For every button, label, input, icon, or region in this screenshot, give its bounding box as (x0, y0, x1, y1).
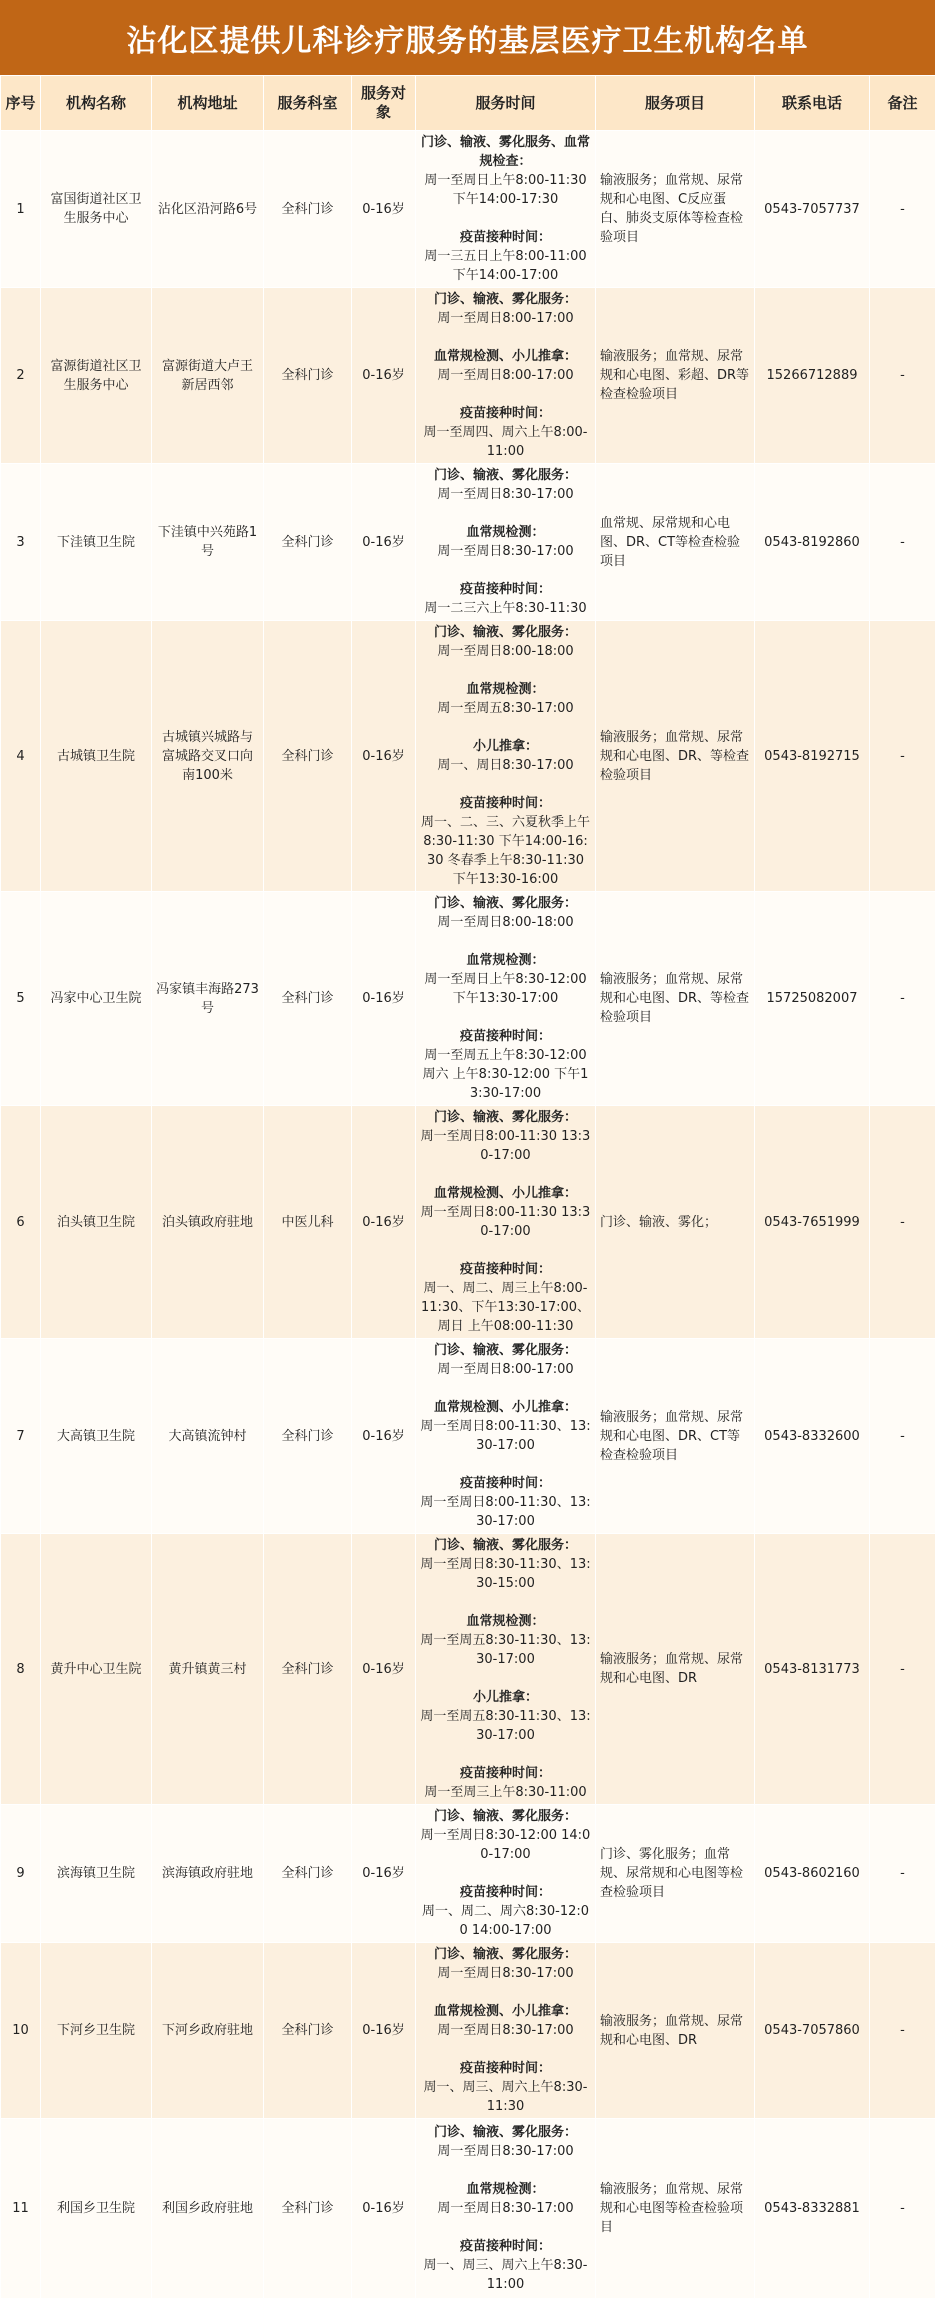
row-name: 冯家中心卫生院 (41, 892, 152, 1106)
row-note: - (870, 288, 935, 464)
time-value: 周一至周日8:30-17:00 (420, 2021, 591, 2040)
row-dept: 全科门诊 (264, 892, 352, 1106)
time-label: 门诊、输液、雾化服务： (420, 623, 591, 642)
row-address: 富源街道大卢王新居西邻 (152, 288, 264, 464)
table-row (1, 464, 935, 621)
time-label: 疫苗接种时间： (420, 1474, 591, 1493)
time-value: 周一、周三、周六上午8:30-11:30 (420, 2078, 591, 2116)
row-service-time (416, 1805, 596, 1943)
time-value: 周一、周二、周六8:30-12:00 14:00-17:00 (420, 1902, 591, 1940)
header-dept: 服务科室 (264, 76, 352, 131)
table-row (1, 1943, 935, 2119)
row-phone: 0543-7057737 (755, 131, 870, 288)
row-note: - (870, 621, 935, 892)
time-value: 周一至周五8:30-11:30、13:30-17:00 (420, 1631, 591, 1669)
header-items: 服务项目 (596, 76, 755, 131)
time-label: 血常规检测、小儿推拿： (420, 2002, 591, 2021)
row-service-time (416, 288, 596, 464)
row-items: 输液服务；血常规、尿常规和心电图、DR、等检查检验项目 (596, 892, 755, 1106)
row-items: 输液服务；血常规、尿常规和心电图、DR (596, 1534, 755, 1805)
row-phone: 0543-7057860 (755, 1943, 870, 2119)
row-service-time (416, 621, 596, 892)
time-label: 血常规检测、小儿推拿： (420, 347, 591, 366)
row-address: 滨海镇政府驻地 (152, 1805, 264, 1943)
table-row (1, 1805, 935, 1943)
row-address: 黄升镇黄三村 (152, 1534, 264, 1805)
row-target: 0-16岁 (352, 288, 416, 464)
row-phone: 0543-8192860 (755, 464, 870, 621)
row-dept: 全科门诊 (264, 2119, 352, 2299)
time-value: 周一至周日8:00-17:00 (420, 366, 591, 385)
row-address: 冯家镇丰海路273号 (152, 892, 264, 1106)
time-value: 周一至周日8:00-17:00 (420, 309, 591, 328)
row-name: 下河乡卫生院 (41, 1943, 152, 2119)
row-items: 血常规、尿常规和心电图、DR、CT等检查检验项目 (596, 464, 755, 621)
row-address: 下洼镇中兴苑路1号 (152, 464, 264, 621)
row-address: 泊头镇政府驻地 (152, 1106, 264, 1339)
row-name: 富源街道社区卫生服务中心 (41, 288, 152, 464)
time-label: 门诊、输液、雾化服务： (420, 1807, 591, 1826)
row-name: 利国乡卫生院 (41, 2119, 152, 2299)
row-note: - (870, 1106, 935, 1339)
row-items: 门诊、雾化服务；血常规、尿常规和心电图等检查检验项目 (596, 1805, 755, 1943)
row-no: 2 (1, 288, 41, 464)
row-note: - (870, 131, 935, 288)
row-target: 0-16岁 (352, 1339, 416, 1534)
time-label: 门诊、输液、雾化服务、血常规检查： (420, 133, 591, 171)
time-label: 疫苗接种时间： (420, 1260, 591, 1279)
row-dept: 全科门诊 (264, 1943, 352, 2119)
row-dept: 全科门诊 (264, 288, 352, 464)
time-value: 周一至周日8:30-17:00 (420, 2199, 591, 2218)
row-items: 输液服务；血常规、尿常规和心电图、C反应蛋白、肺炎支原体等检查检验项目 (596, 131, 755, 288)
row-note: - (870, 1805, 935, 1943)
row-target: 0-16岁 (352, 1534, 416, 1805)
row-target: 0-16岁 (352, 621, 416, 892)
time-value: 周一二三六上午8:30-11:30 (420, 599, 591, 618)
time-label: 门诊、输液、雾化服务： (420, 1108, 591, 1127)
row-phone: 0543-8602160 (755, 1805, 870, 1943)
table-row (1, 2119, 935, 2299)
row-target: 0-16岁 (352, 464, 416, 621)
row-no: 8 (1, 1534, 41, 1805)
time-label: 疫苗接种时间： (420, 228, 591, 247)
row-no: 10 (1, 1943, 41, 2119)
time-label: 疫苗接种时间： (420, 580, 591, 599)
time-value: 周一至周日8:30-17:00 (420, 542, 591, 561)
time-label: 疫苗接种时间： (420, 1883, 591, 1902)
row-name: 黄升中心卫生院 (41, 1534, 152, 1805)
time-label: 疫苗接种时间： (420, 1764, 591, 1783)
time-label: 门诊、输液、雾化服务： (420, 290, 591, 309)
row-phone: 0543-8131773 (755, 1534, 870, 1805)
header-address: 机构地址 (152, 76, 264, 131)
time-label: 血常规检测： (420, 2180, 591, 2199)
time-label: 疫苗接种时间： (420, 2059, 591, 2078)
row-target: 0-16岁 (352, 1805, 416, 1943)
row-service-time (416, 1339, 596, 1534)
table-row (1, 1106, 935, 1339)
time-value: 周一至周日8:00-11:30、13:30-17:00 (420, 1493, 591, 1531)
time-label: 血常规检测： (420, 523, 591, 542)
row-service-time (416, 1106, 596, 1339)
time-value: 周一、周二、周三上午8:00-11:30、下午13:30-17:00、周日 上午08:00-11:30 (420, 1279, 591, 1336)
table-row (1, 1339, 935, 1534)
header-phone: 联系电话 (755, 76, 870, 131)
row-no: 3 (1, 464, 41, 621)
row-no: 1 (1, 131, 41, 288)
row-dept: 中医儿科 (264, 1106, 352, 1339)
row-items: 输液服务；血常规、尿常规和心电图、DR、CT等检查检验项目 (596, 1339, 755, 1534)
time-value: 周一至周日上午8:30-12:00 下午13:30-17:00 (420, 970, 591, 1008)
time-value: 周一至周日8:00-11:30、13:30-17:00 (420, 1417, 591, 1455)
row-phone: 0543-8192715 (755, 621, 870, 892)
time-label: 血常规检测： (420, 1612, 591, 1631)
row-no: 9 (1, 1805, 41, 1943)
time-value: 周一至周日8:30-17:00 (420, 1964, 591, 1983)
row-service-time (416, 1534, 596, 1805)
row-service-time (416, 892, 596, 1106)
time-value: 周一至周五上午8:30-12:00 周六 上午8:30-12:00 下午13:30-17:00 (420, 1046, 591, 1103)
row-note: - (870, 1534, 935, 1805)
row-service-time (416, 131, 596, 288)
time-label: 血常规检测、小儿推拿： (420, 1184, 591, 1203)
time-value: 周一至周日8:30-17:00 (420, 485, 591, 504)
row-no: 6 (1, 1106, 41, 1339)
time-label: 门诊、输液、雾化服务： (420, 2123, 591, 2142)
row-address: 沾化区沿河路6号 (152, 131, 264, 288)
row-service-time (416, 2119, 596, 2299)
row-phone: 15266712889 (755, 288, 870, 464)
time-value: 周一至周日8:30-17:00 (420, 2142, 591, 2161)
table-row (1, 621, 935, 892)
row-items: 输液服务；血常规、尿常规和心电图、DR (596, 1943, 755, 2119)
time-value: 周一、周三、周六上午8:30-11:00 (420, 2256, 591, 2294)
row-name: 滨海镇卫生院 (41, 1805, 152, 1943)
table-row (1, 288, 935, 464)
row-dept: 全科门诊 (264, 1339, 352, 1534)
time-value: 周一、二、三、六夏秋季上午8:30-11:30 下午14:00-16:30 冬春季上午8:30-11:30 下午13:30-16:00 (420, 813, 591, 889)
row-note: - (870, 2119, 935, 2299)
header-time: 服务时间 (416, 76, 596, 131)
row-name: 富国街道社区卫生服务中心 (41, 131, 152, 288)
row-items: 输液服务；血常规、尿常规和心电图、彩超、DR等检查检验项目 (596, 288, 755, 464)
time-value: 周一至周五8:30-17:00 (420, 699, 591, 718)
time-value: 周一至周日8:00-11:30 13:30-17:00 (420, 1127, 591, 1165)
table-body (1, 131, 935, 2299)
table-row (1, 1534, 935, 1805)
time-label: 小儿推拿： (420, 1688, 591, 1707)
page-title: 沾化区提供儿科诊疗服务的基层医疗卫生机构名单 (0, 0, 935, 75)
time-label: 门诊、输液、雾化服务： (420, 1341, 591, 1360)
time-value: 周一至周五8:30-11:30、13:30-17:00 (420, 1707, 591, 1745)
row-no: 5 (1, 892, 41, 1106)
row-phone: 0543-8332881 (755, 2119, 870, 2299)
time-value: 周一、周日8:30-17:00 (420, 756, 591, 775)
time-label: 门诊、输液、雾化服务： (420, 894, 591, 913)
row-dept: 全科门诊 (264, 131, 352, 288)
row-phone: 0543-7651999 (755, 1106, 870, 1339)
row-target: 0-16岁 (352, 892, 416, 1106)
row-note: - (870, 1943, 935, 2119)
time-value: 周一至周四、周六上午8:00-11:00 (420, 423, 591, 461)
time-label: 疫苗接种时间： (420, 404, 591, 423)
row-items: 门诊、输液、雾化； (596, 1106, 755, 1339)
row-note: - (870, 464, 935, 621)
time-label: 疫苗接种时间： (420, 2237, 591, 2256)
time-value: 周一至周日8:30-12:00 14:00-17:00 (420, 1826, 591, 1864)
time-label: 疫苗接种时间： (420, 1027, 591, 1046)
row-address: 古城镇兴城路与富城路交叉口向南100米 (152, 621, 264, 892)
clinic-table (0, 75, 935, 2299)
time-label: 门诊、输液、雾化服务： (420, 1536, 591, 1555)
table-row (1, 131, 935, 288)
time-label: 小儿推拿： (420, 737, 591, 756)
row-target: 0-16岁 (352, 2119, 416, 2299)
time-value: 周一至周日8:00-18:00 (420, 913, 591, 932)
row-dept: 全科门诊 (264, 1805, 352, 1943)
row-name: 泊头镇卫生院 (41, 1106, 152, 1339)
time-label: 血常规检测： (420, 680, 591, 699)
row-phone: 0543-8332600 (755, 1339, 870, 1534)
row-phone: 15725082007 (755, 892, 870, 1106)
row-dept: 全科门诊 (264, 1534, 352, 1805)
time-value: 周一至周日8:00-11:30 13:30-17:00 (420, 1203, 591, 1241)
table-header-row (1, 76, 935, 131)
row-service-time (416, 1943, 596, 2119)
row-no: 7 (1, 1339, 41, 1534)
row-dept: 全科门诊 (264, 621, 352, 892)
time-label: 疫苗接种时间： (420, 794, 591, 813)
table-row (1, 892, 935, 1106)
row-address: 利国乡政府驻地 (152, 2119, 264, 2299)
header-target: 服务对象 (352, 76, 416, 131)
time-label: 门诊、输液、雾化服务： (420, 1945, 591, 1964)
row-target: 0-16岁 (352, 1106, 416, 1339)
time-value: 周一至周日8:00-17:00 (420, 1360, 591, 1379)
time-value: 周一至周日上午8:00-11:30下午14:00-17:30 (420, 171, 591, 209)
time-value: 周一三五日上午8:00-11:00 下午14:00-17:00 (420, 247, 591, 285)
time-label: 血常规检测： (420, 951, 591, 970)
header-no: 序号 (1, 76, 41, 131)
row-no: 11 (1, 2119, 41, 2299)
time-label: 门诊、输液、雾化服务： (420, 466, 591, 485)
row-note: - (870, 892, 935, 1106)
row-note: - (870, 1339, 935, 1534)
time-value: 周一至周日8:30-11:30、13:30-15:00 (420, 1555, 591, 1593)
header-note: 备注 (870, 76, 935, 131)
row-target: 0-16岁 (352, 1943, 416, 2119)
row-items: 输液服务；血常规、尿常规和心电图等检查检验项目 (596, 2119, 755, 2299)
row-dept: 全科门诊 (264, 464, 352, 621)
row-address: 大高镇流钟村 (152, 1339, 264, 1534)
row-name: 古城镇卫生院 (41, 621, 152, 892)
row-address: 下河乡政府驻地 (152, 1943, 264, 2119)
row-service-time (416, 464, 596, 621)
time-label: 血常规检测、小儿推拿： (420, 1398, 591, 1417)
time-value: 周一至周三上午8:30-11:00 (420, 1783, 591, 1802)
row-no: 4 (1, 621, 41, 892)
row-items: 输液服务；血常规、尿常规和心电图、DR、等检查检验项目 (596, 621, 755, 892)
row-target: 0-16岁 (352, 131, 416, 288)
time-value: 周一至周日8:00-18:00 (420, 642, 591, 661)
row-name: 下洼镇卫生院 (41, 464, 152, 621)
row-name: 大高镇卫生院 (41, 1339, 152, 1534)
header-name: 机构名称 (41, 76, 152, 131)
